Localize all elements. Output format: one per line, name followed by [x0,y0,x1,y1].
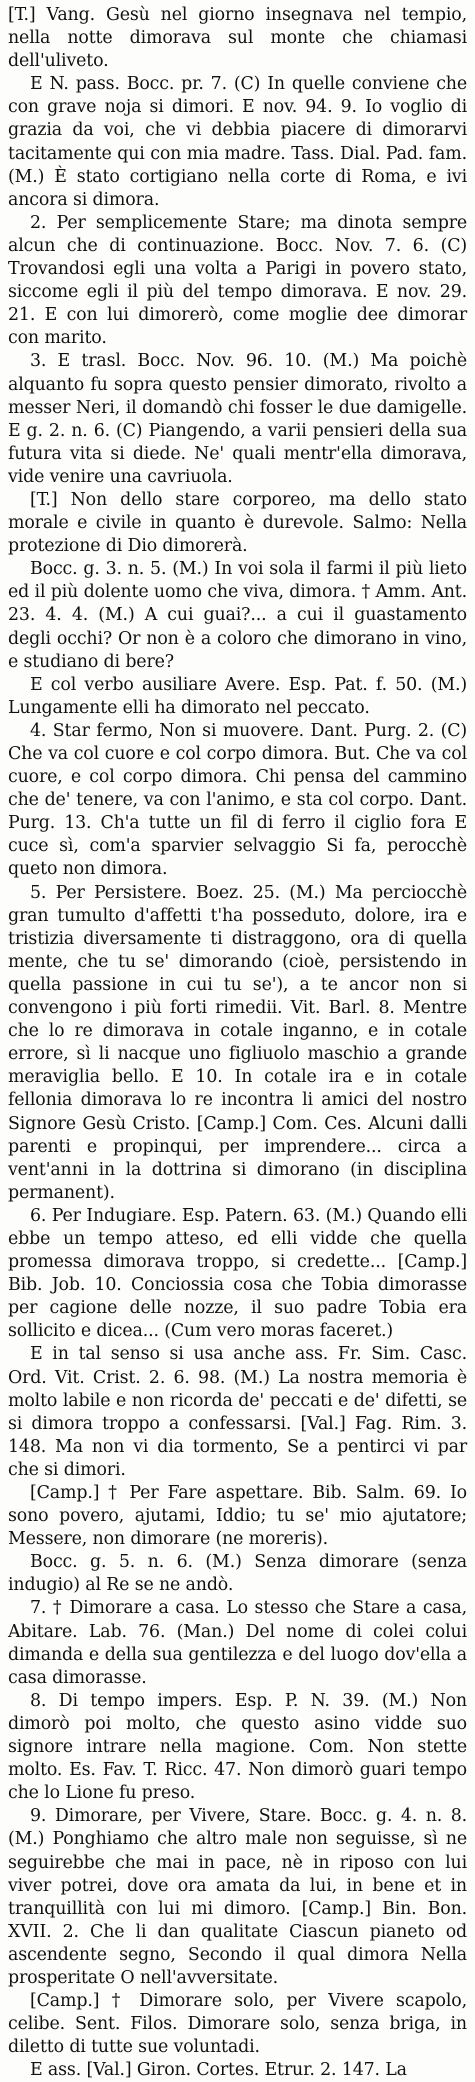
entry-verbo-ausiliare: E col verbo ausiliare Avere. Esp. Pat. f. 50. (M.) Lungamente elli ha dimorato nel peccato. [8,674,467,718]
entry-senso-ass: E in tal senso si usa anche ass. Fr. Sim. Casc. Ord. Vit. Crist. 2. 6. 98. (M.) La nostra memoria è molto labile e non ricorda de' peccati e de' difetti, se si dimora troppo a confessarsi. [Val.] Fag. Rim. 3. 148. Ma non vi dia tormento, Se a pentirci vi par che si dimori. [8,1344,467,1480]
entry-stato-morale: [T.] Non dello stare corporeo, ma dello stato morale e civile in quanto è durevole. Salmo: Nella protezione di Dio dimorerà. [8,489,467,557]
entry-sense-3: 3. E trasl. Bocc. Nov. 96. 10. (M.) Ma poichè alquanto fu sopra questo pensier dimorato, rivolto a messer Neri, il domandò chi fosser le due damigelle. E g. 2. n. 6. (C) Piangendo, a varii pensieri della sua futura vita si diede. Ne' quali mentr'ella dimorava, vide venire una cavriuola. [8,351,467,487]
entry-sense-4: 4. Star fermo, Non si muovere. Dant. Purg. 2. (C) Che va col cuore e col corpo dimora. But. Che va col cuore, e col corpo dimora. Chi pensa del cammino che de' tenere, va con l'animo, e sta col corpo. Dant. Purg. 13. Ch'a tutte un fil di ferro il ciglio fora E cuce sì, com'a sparvier selvaggio Si fa, perocchè queto non dimora. [8,720,467,880]
entry-n-pass: E N. pass. Bocc. pr. 7. (C) In quelle conviene che con grave noja si dimori. E nov. 94. 9. Io voglio di grazia da voi, che vi debbia piacere di dimorarvi tacitamente qui con mia madre. Tass. Dial. Pad. fam. (M.) È stato cortigiano nella corte di Roma, e ivi ancora si dimora. [8,74,467,210]
entry-sense-2: 2. Per semplicemente Stare; ma dinota sempre alcun che di continuazione. Bocc. Nov. 7. 6. (C) Trovandosi egli una volta a Parigi in povero stato, siccome egli il più del tempo dimorava. E nov. 29. 21. E con lui dimorerò, come moglie dee dimorar con marito. [8,212,467,349]
entry-sense-7: 7. † Dimorare a casa. Lo stesso che Stare a casa, Abitare. Lab. 76. (Man.) Del nome di colei colui dimanda e della sua gentilezza e del luogo dov'ella a casa dimorasse. [8,1598,467,1688]
entry-vangelo: [T.] Vang. Gesù nel giorno insegnava nel tempio, nella notte dimorava sul monte che chiamasi dell'uliveto. [8,5,467,72]
entry-senza-dimorare: Bocc. g. 5. n. 6. (M.) Senza dimorare (senza indugio) al Re se ne andò. [8,1552,467,1596]
entry-ass-giron: E ass. [Val.] Giron. Cortes. Etrur. 2. 147. La [30,2060,407,2081]
entry-sense-5: 5. Per Persistere. Boez. 25. (M.) Ma perciocchè gran tumulto d'affetti t'ha posseduto, dolore, ira e tristizia diversamente ti distraggono, ora di quella mente, che tu se' dimorando (cioè, persistendo in quella passione in cui tu se'), a te ancor non si convengono i più forti rimedii. Vit. Barl. 8. Mentre che lo re dimorava in cotale inganno, e in cotale errore, sì li nacque uno figliuolo maschio a grande meraviglia bello. E 10. In cotale ira e in cotale fellonia dimorava lo re incontra li amici del nostro Signore Gesù Cristo. [Camp.] Com. Ces. Alcuni dalli parenti e propinqui, per imprendere... circa a vent'anni in la dottrina si dimorano (in disciplina permanent). [8,882,467,1203]
entry-sense-9: 9. Dimorare, per Vivere, Stare. Bocc. g. 4. n. 8. (M.) Ponghiamo che altro male non seguisse, sì ne seguirebbe che mai in pace, nè in riposo con lui viver potrei, dove ora amata da lui, in bene et in tranquillità con lui mi dimoro. [Camp.] Bin. Bon. XVII. 2. Che li dan qualitate Ciascun pianeto od ascendente segno, Secondo il qual dimora Nella prosperitate O nell'avversitate. [8,1806,467,1988]
entry-bocc-g3: Bocc. g. 3. n. 5. (M.) In voi sola il farmi il più lieto ed il più dolente uomo che viva, dimora. † Amm. Ant. 23. 4. 4. (M.) A cui guai?... a cui il guastamento degli occhi? Or non è a coloro che dimorano in vino, e studiano di bere? [8,559,467,672]
entry-dimorare-solo: [Camp.] † Dimorare solo, per Vivere scapolo, celibe. Sent. Filos. Dimorare solo, senza briga, in diletto di tutte sue voluntadi. [8,1991,467,2058]
entry-sense-8: 8. Di tempo impers. Esp. P. N. 39. (M.) Non dimorò poi molto, che questo asino vidde suo signore intrare nella magione. Com. Non stette molto. Es. Fav. T. Ricc. 47. Non dimorò guari tempo che lo Lione fu preso. [8,1690,467,1804]
entry-fare-aspettare: [Camp.] † Per Fare aspettare. Bib. Salm. 69. Io sono povero, ajutami, Iddio; tu se' mio ajutatore; Messere, non dimorare (ne moreris). [8,1483,467,1550]
entry-sense-6: 6. Per Indugiare. Esp. Patern. 63. (M.) Quando elli ebbe un tempo atteso, ed elli vidde che quella promessa dimorava troppo, si credette... [Camp.] Bib. Job. 10. Conciossia cosa che Tobia dimorasse per cagione delle nozze, il suo padre Tobia era sollicito e dicea... (Cum vero moras faceret.) [8,1205,467,1342]
